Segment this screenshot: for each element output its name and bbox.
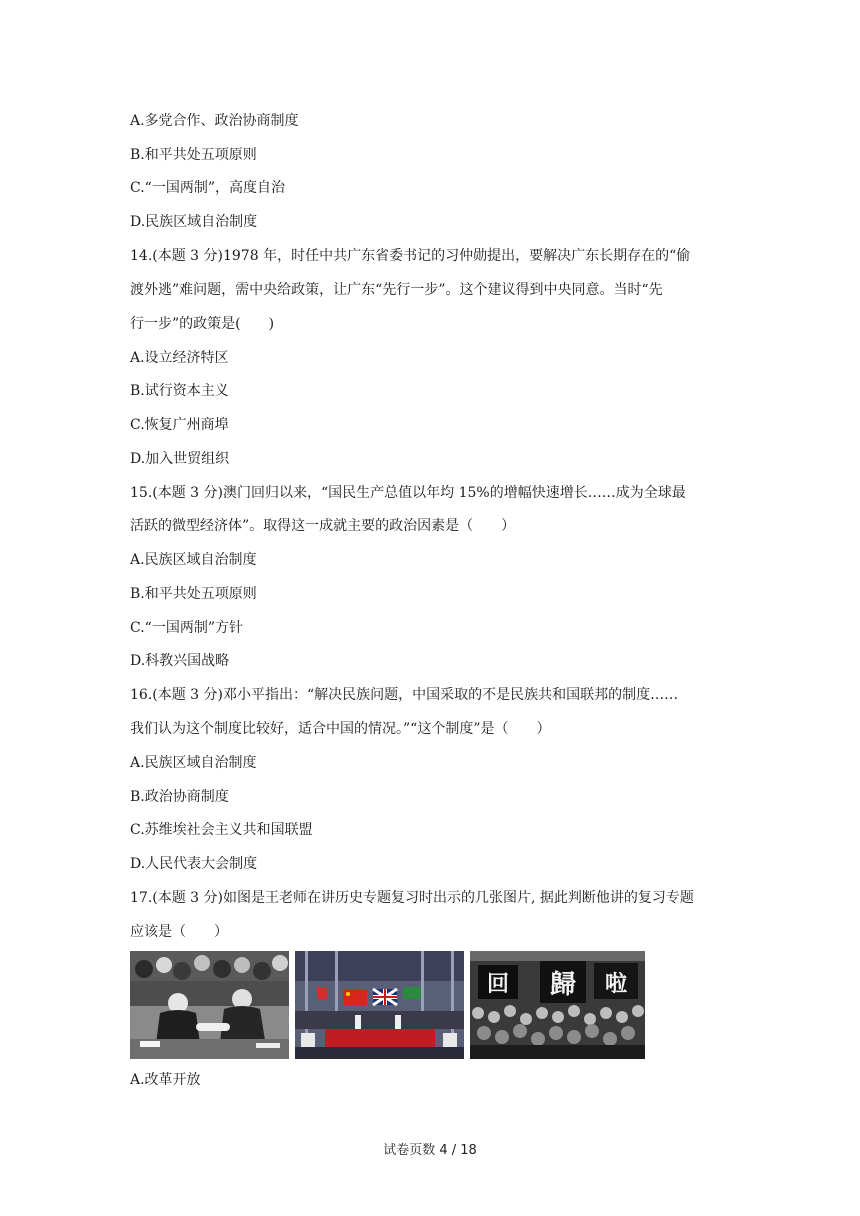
- q14-option-c: C.恢复广州商埠: [130, 417, 229, 433]
- q14-option-a: A.设立经济特区: [130, 350, 229, 366]
- photo-handover-ceremony: [295, 951, 464, 1059]
- photo-celebration-banner: [470, 951, 645, 1059]
- page-footer: 试卷页数 4 / 18: [383, 1143, 477, 1158]
- q14-stem-line-1: 14.(本题 3 分)1978 年，时任中共广东省委书记的习仲勋提出，要解决广东长期存在的“偷: [130, 248, 691, 264]
- q13-option-b: B.和平共处五项原则: [130, 147, 257, 163]
- banner-char-1: 回: [486, 972, 510, 997]
- q13-option-c: C.“一国两制”，高度自治: [130, 180, 285, 196]
- q16-stem-line-1: 16.(本题 3 分)邓小平指出：“解决民族问题，中国采取的不是民族共和国联邦的制度……: [130, 687, 679, 703]
- q13-option-a: A.多党合作、政治协商制度: [130, 113, 299, 129]
- q17-option-a: A.改革开放: [130, 1072, 201, 1088]
- banner-char-2: 歸: [549, 970, 577, 1000]
- q17-stem-line-1: 17.(本题 3 分)如图是王老师在讲历史专题复习时出示的几张图片, 据此判断他讲的复习专题: [130, 890, 694, 906]
- q16-option-a: A.民族区域自治制度: [130, 755, 257, 771]
- q15-option-a: A.民族区域自治制度: [130, 552, 257, 568]
- q14-stem-line-2: 渡外逃”难问题，需中央给政策，让广东“先行一步”。这个建议得到中央同意。当时“先: [130, 282, 663, 298]
- q15-option-c: C.“一国两制”方针: [130, 620, 243, 636]
- q15-option-d: D.科教兴国战略: [130, 653, 230, 669]
- q16-option-b: B.政治协商制度: [130, 789, 229, 805]
- q14-stem-line-3: 行一步”的政策是( ): [130, 316, 275, 332]
- banner-char-3: 啦: [604, 972, 628, 997]
- q16-stem-line-2: 我们认为这个制度比较好，适合中国的情况。”“这个制度”是（ ）: [130, 721, 551, 737]
- q16-option-c: C.苏维埃社会主义共和国联盟: [130, 822, 313, 838]
- q14-option-b: B.试行资本主义: [130, 383, 229, 399]
- q13-option-d: D.民族区域自治制度: [130, 214, 258, 230]
- q15-option-b: B.和平共处五项原则: [130, 586, 257, 602]
- q17-stem-line-2: 应该是（ ）: [130, 924, 228, 940]
- q14-option-d: D.加入世贸组织: [130, 451, 230, 467]
- q15-stem-line-1: 15.(本题 3 分)澳门回归以来，“国民生产总值以年均 15%的增幅快速增长……成为全球最: [130, 485, 686, 501]
- photo-handshake: [130, 951, 289, 1059]
- q15-stem-line-2: 活跃的微型经济体”。取得这一成就主要的政治因素是（ ）: [130, 518, 516, 534]
- q16-option-d: D.人民代表大会制度: [130, 856, 258, 872]
